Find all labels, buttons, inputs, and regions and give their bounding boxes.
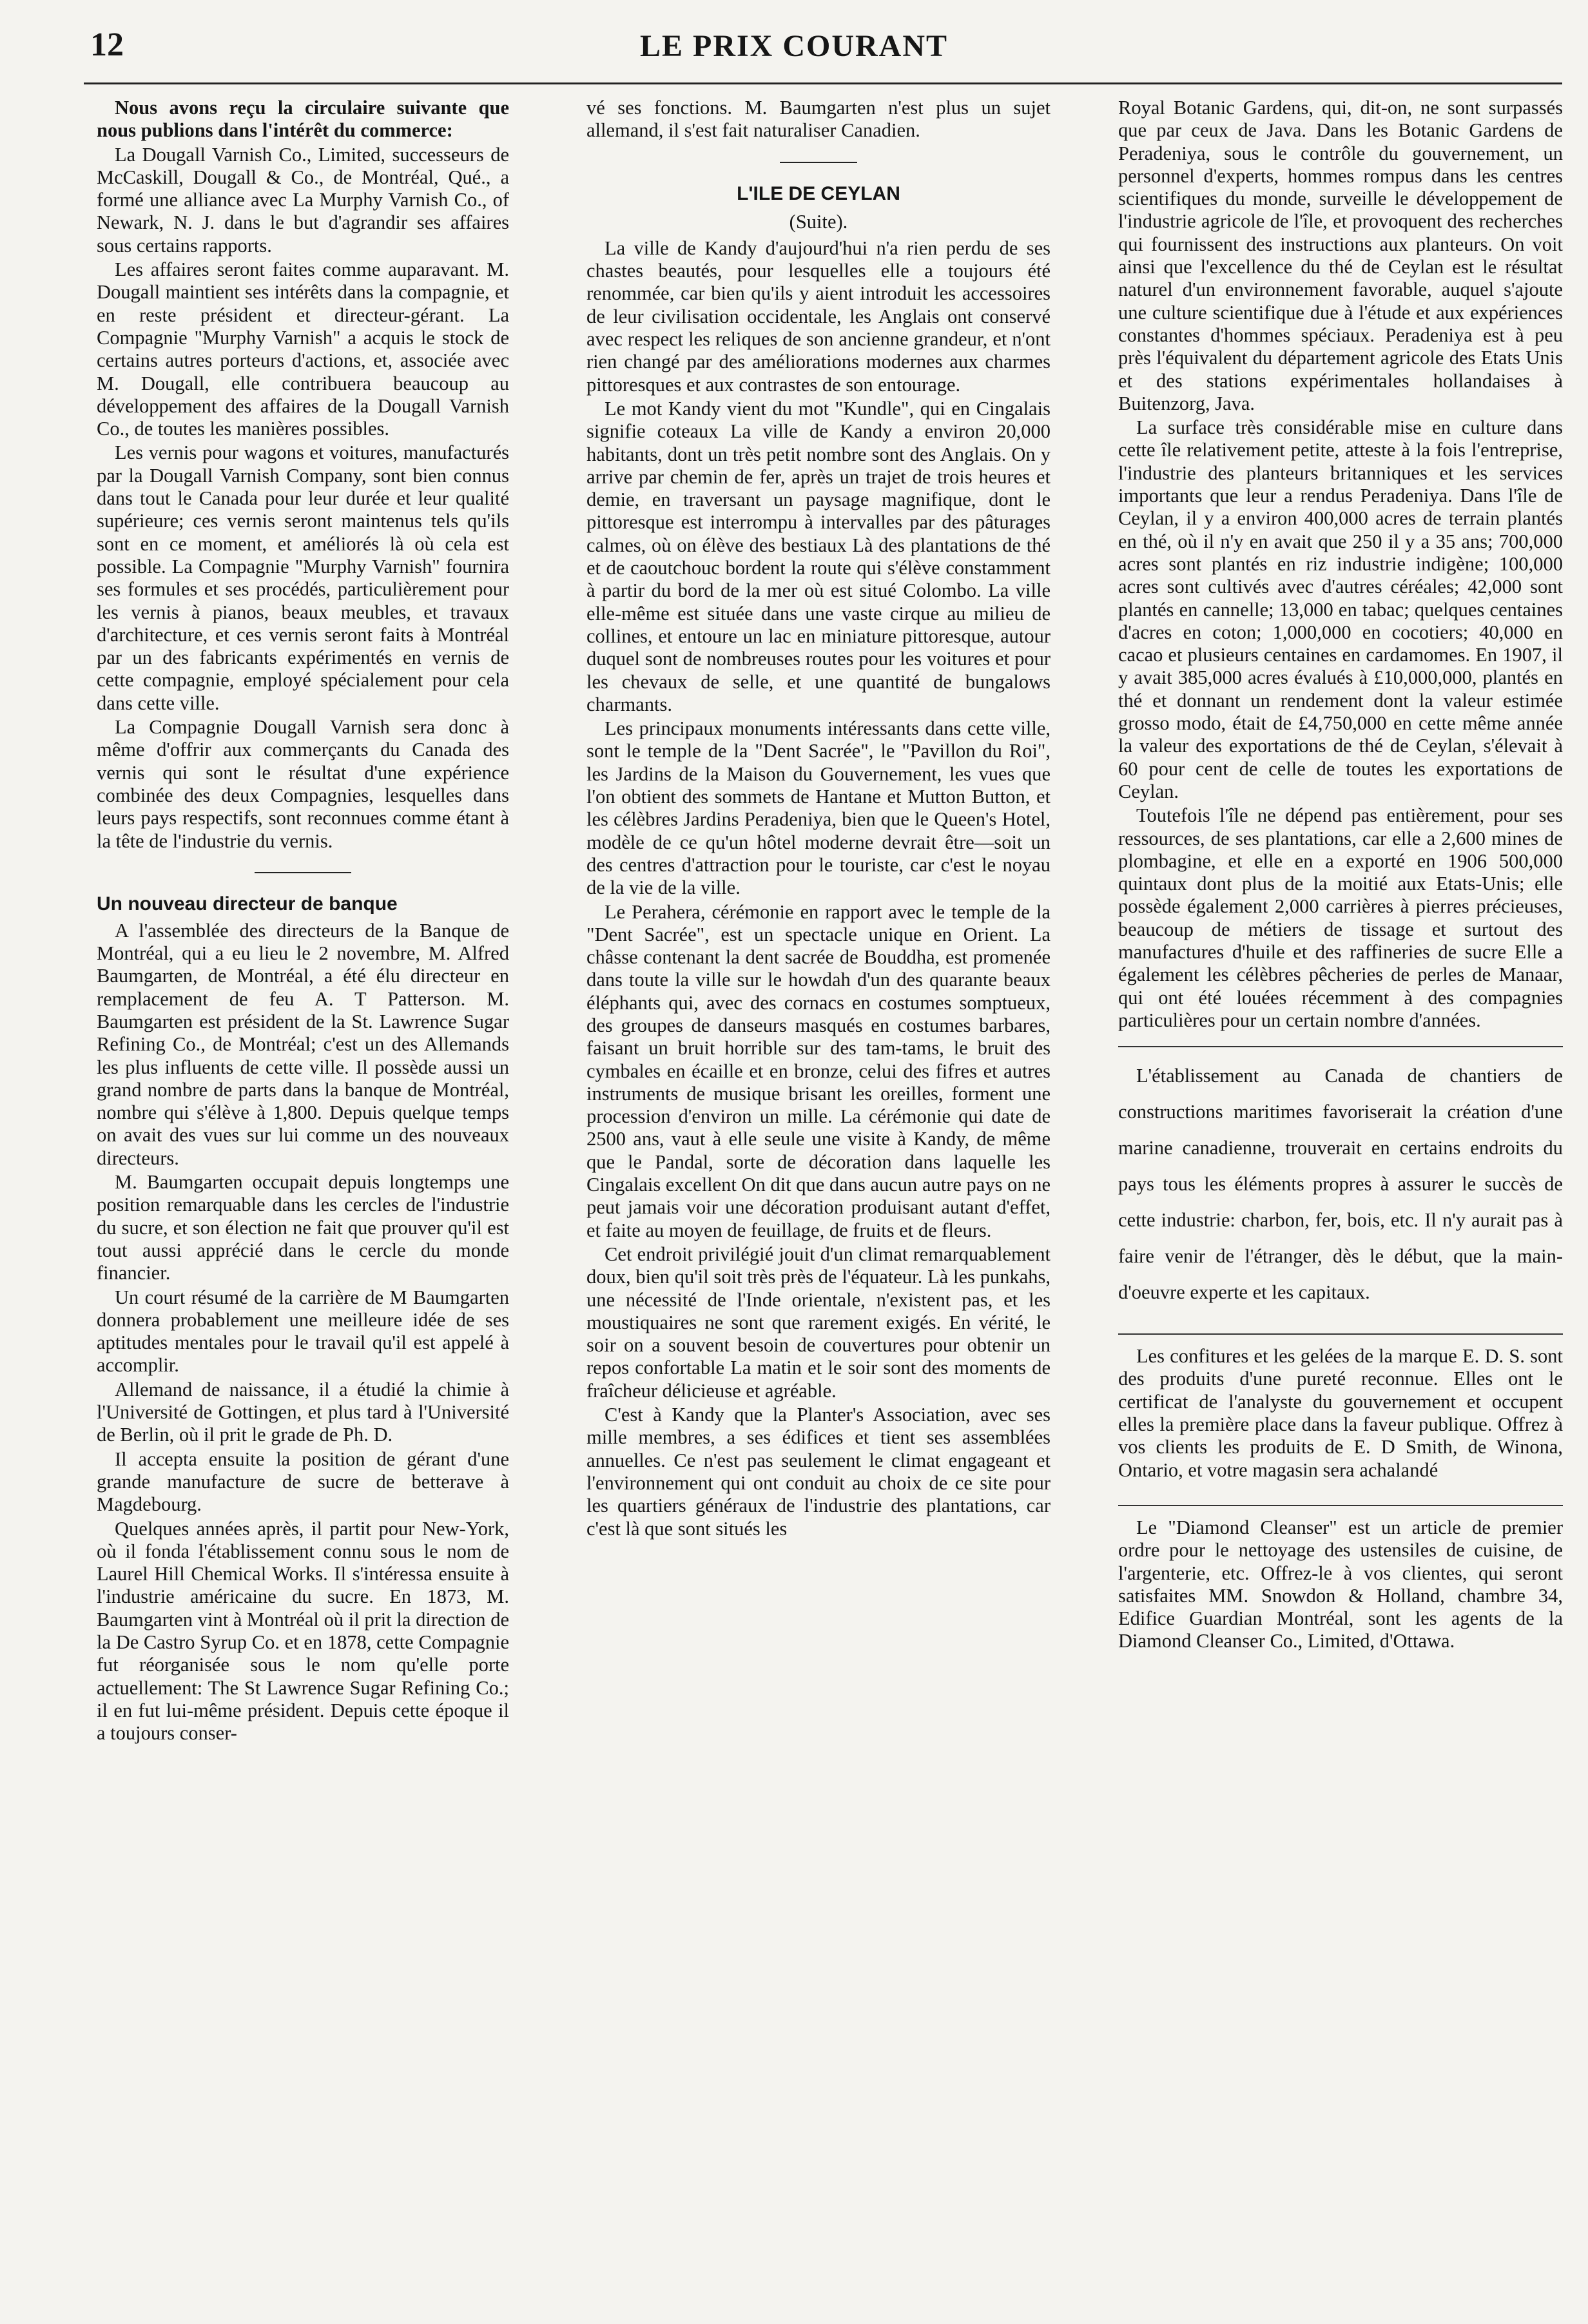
ceylan-paragraph-6: C'est à Kandy que la Planter's Association, avec ses mille membres, a ses édifices et tient ses assemblées annuelles. Ce n'est pas seulement le climat engageant et l'environnement qui ont conduit au choix de ce site pour les quartiers généraux de l'industrie des plantations, car c'est là que sont situés les <box>586 1404 1051 1540</box>
ceylan-paragraph-1: La ville de Kandy d'aujourd'hui n'a rien perdu de ses chastes beautés, pour lesquelles elle a toujours été renommée, car bien qu'ils y aient introduit les accessoires de leur civilisation occidentale, les Anglais ont conservé avec respect les reliques de son ancienne grandeur, et n'ont rien changé par des améliorations modernes aux charmes pittoresques et aux contrastes de son entourage. <box>586 237 1051 396</box>
ceylan-subtitle: (Suite). <box>789 210 848 233</box>
dougall-paragraph-1: La Dougall Varnish Co., Limited, successeurs de McCaskill, Dougall & Co., de Montréal, Qué., a formé une alliance avec La Murphy Varnish Co., of Newark, N. J. dans le but d'agrandir ses affaires sous certains rapports. <box>97 143 509 257</box>
notice-diamond-cleanser-text: Le "Diamond Cleanser" est un article de premier ordre pour le nettoyage des ustensiles de cuisine, de l'argenterie, etc. Offrez-le à vos clientes, qui seront satisfaites MM. Snowdon & Holland, chambre 34, Edifice Guardian Montréal, sont les agents de la Diamond Cleanser Co., Limited, d'Ottawa. <box>1118 1516 1563 1652</box>
banque-paragraph-3: Un court résumé de la carrière de M Baumgarten donnera probablement une meilleure idée de ses aptitudes mentales pour le travail qu'il est appelé à accomplir. <box>97 1286 509 1377</box>
banque-headline: Un nouveau directeur de banque <box>97 893 398 915</box>
dougall-paragraph-2: Les affaires seront faites comme auparavant. M. Dougall maintient ses intérêts dans la compagnie, et en reste président et directeur-gérant. La Compagnie "Murphy Varnish" a acquis le stock de certains autres porteurs d'actions, et, associée avec M. Dougall, elle contribuera beaucoup au développement des affaires de la Dougall Varnish Co., de toutes les manières possibles. <box>97 258 509 440</box>
section-separator <box>255 872 351 873</box>
column-1 <box>97 97 509 2301</box>
dougall-intro: Nous avons reçu la circulaire suivante que nous publions dans l'intérêt du commerce: <box>97 97 509 142</box>
ceylan-paragraph-4: Le Perahera, cérémonie en rapport avec le temple de la "Dent Sacrée", est un spectacle unique en Orient. La châsse contenant la dent sacrée de Bouddha, est promenée dans toute la ville sur le howdah d'un des quarante beaux éléphants qui, avec des cornacs en costumes somptueux, des groupes de danseurs masqués en costumes barbares, faisant un bruit horrible sur des tam-tams, le bruit des cymbales en écaille et en bronze, celui des fifres et autres instruments de musique brisant les oreilles, forment une procession d'environ un mille. La cérémonie qui date de 2500 ans, vaut à elle seule une visite à Kandy, de même que le Pandal, sorte de décoration dans laquelle les Cingalais excellent On dit que dans aucun autre pays on ne peut jamais voir une décoration produisant autant d'effet, et faite au moyen de feuillage, de fruits et de fleurs. <box>586 900 1051 1241</box>
notice-chantiers-text: L'établissement au Canada de chantiers de constructions maritimes favoriserait la création d'une marine canadienne, trouverait en certains endroits du pays tous les éléments propres à assurer le succès de cette industrie: charbon, fer, bois, etc. Il n'y aurait pas à faire venir de l'étranger, dès le début, que la main-d'oeuvre experte et les capitaux. <box>1118 1065 1563 1304</box>
banque-paragraph-5: Il accepta ensuite la position de gérant d'une grande manufacture de sucre de betterave à Magdebourg. <box>97 1448 509 1516</box>
column-2 <box>586 97 1051 2301</box>
section-separator <box>780 162 857 163</box>
running-head: LE PRIX COURANT <box>639 29 949 63</box>
banque-continued: vé ses fonctions. M. Baumgarten n'est plus un sujet allemand, il s'est fait naturaliser Canadien. <box>586 97 1051 142</box>
banque-paragraph-2: M. Baumgarten occupait depuis longtemps une position remarquable dans les cercles de l'industrie du sucre, et son élection ne fait que prouver qu'il est tout aussi apprécié dans le cercle du monde financier. <box>97 1171 509 1284</box>
notice-chantiers <box>1118 1046 1563 1310</box>
dougall-paragraph-4: La Compagnie Dougall Varnish sera donc à même d'offrir aux commerçants du Canada des vernis qui sont le résultat d'une expérience combinée des deux Compagnies, lesquelles dans leurs pays respectifs, sont reconnues comme étant à la tête de l'industrie du vernis. <box>97 716 509 852</box>
page-number: 12 <box>90 26 124 63</box>
ceylan-continued-2: La surface très considérable mise en culture dans cette île relativement petite, atteste à la fois l'entreprise, l'industrie des planteurs britanniques et les services importants que leur a rendus Peradeniya. Dans l'île de Ceylan, il y a environ 400,000 acres de terrain plantés en thé, où il n'y en avait que 250 il y a 35 ans; 700,000 acres sont plantés en riz industrie indigène; 100,000 acres sont cultivés avec d'autres céréales; 42,000 sont plantés en cannelle; 13,000 en tabac; quelques centaines d'acres en coton; 1,000,000 en cocotiers; 40,000 en cacao et plusieurs centaines en cardamomes. En 1907, il y avait 385,000 acres évalués à £10,000,000, plantés en thé et donnant un rendement dont la valeur estimée grosso modo, était de £4,750,000 en cette même année la valeur des exportations de thé de Ceylan, s'élevait à 60 pour cent de celle de toutes les exportations de Ceylan. <box>1118 416 1563 802</box>
banque-paragraph-1: A l'assemblée des directeurs de la Banque de Montréal, qui a eu lieu le 2 novembre, M. Alfred Baumgarten, de Montréal, a été élu directeur en remplacement de feu A. T Patterson. M. Baumgarten est président de la St. Lawrence Sugar Refining Co., de Montréal; c'est un des Allemands les plus influents de cette ville. Il possède aussi un grand nombre de parts dans la banque de Montréal, nombre qui s'élève à 1,800. Depuis quelque temps on avait des vues sur lui comme un des nouveaux directeurs. <box>97 919 509 1169</box>
notice-confitures-text: Les confitures et les gelées de la marque E. D. S. sont des produits d'une pureté reconnue. Elles ont le certificat de l'analyste du gouvernement et occupent elles la première place dans la faveur publique. Offrez à vos clients les produits de E. D Smith, de Winona, Ontario, et votre magasin sera achalandé <box>1118 1345 1563 1481</box>
ceylan-paragraph-2: Le mot Kandy vient du mot "Kundle", qui en Cingalais signifie coteaux La ville de Kandy a environ 20,000 habitants, dont un très petit nombre sont des Anglais. On y arrive par chemin de fer, après un trajet de trois heures et demie, en traversant un paysage magnifique, dont le pittoresque est interrompu à intervalles par des pâturages calmes, où on élève des bestiaux Là des plantations de thé et de caoutchouc bordent la route qui s'élève constamment à partir du bord de la mer où est situé Colombo. La ville elle-même est située dans une vaste cirque au milieu de collines, et entoure un lac en miniature pittoresque, autour duquel sont de nombreuses routes pour les voitures et pour les chevaux de selle, et une quantité de bungalows charmants. <box>586 397 1051 715</box>
ceylan-paragraph-5: Cet endroit privilégié jouit d'un climat remarquablement doux, bien qu'il soit très près de l'équateur. Là les punkahs, une nécessité de l'Inde orientale, n'existent pas, et les moustiquaires ne sont que rarement exigés. En vérité, le soir on a souvent besoin de couvertures pour obtenir un repos confortable La matin et le soir sont des moments de fraîcheur délicieuse et agréable. <box>586 1243 1051 1402</box>
ceylan-continued-3: Toutefois l'île ne dépend pas entièrement, pour ses ressources, de ses plantations, car elle a 2,600 mines de plombagine, et elle en a exporté en 1906 500,000 quintaux dont plus de la moitié aux Etats-Unis; elle possède également 2,000 carrières à pierres précieuses, beaucoup de métiers de tissage et surtout des manufactures d'huile et des raffineries de sucre Elle a également les célèbres pêcheries de perles de Manaar, qui ont été louées récemment à des compagnies particulières pour un certain nombre d'années. <box>1118 804 1563 1031</box>
banque-paragraph-6: Quelques années après, il partit pour New-York, où il fonda l'établissement connu sous le nom de Laurel Hill Chemical Works. Il s'intéressa ensuite à l'industrie américaine du sucre. En 1873, M. Baumgarten vint à Montréal où il prit la direction de la De Castro Syrup Co. et en 1878, cette Compagnie fut réorganisée sous le nom qu'elle porte actuellement: The St Lawrence Sugar Refining Co.; il en fut lui-même président. Depuis cette époque il a toujours conser- <box>97 1517 509 1745</box>
header-rule <box>84 82 1562 84</box>
notice-confitures <box>1118 1333 1563 1482</box>
ceylan-headline: L'ILE DE CEYLAN <box>737 182 900 204</box>
ceylan-paragraph-3: Les principaux monuments intéressants dans cette ville, sont le temple de la "Dent Sacrée", le "Pavillon du Roi", les Jardins de la Maison du Gouvernement, les vues que l'on obtient des sommets de Hantane et Mutton Button, et les célèbres Jardins Peradeniya, bien que le Queen's Hotel, modèle de ce qu'un hôtel moderne devrait être—soit un des centres d'attraction pour le touriste, car c'est le noyau de la vie de la ville. <box>586 717 1051 899</box>
dougall-paragraph-3: Les vernis pour wagons et voitures, manufacturés par la Dougall Varnish Company, sont bien connus dans tout le Canada pour leur durée et leur qualité supérieure; ces vernis seront maintenus tels qu'ils sont en ce moment, et améliorés là où cela est possible. La Compagnie "Murphy Varnish" fournira ses formules et ses procédés, particulièrement pour les vernis à pianos, beaux meubles, et travaux d'architecture, et ces vernis seront faits à Montréal par un des fabricants expérimentés en vernis de cette compagnie, employé spécialement pour cela dans cette ville. <box>97 441 509 714</box>
column-3 <box>1118 97 1563 2301</box>
ceylan-continued-1: Royal Botanic Gardens, qui, dit-on, ne sont surpassés que par ceux de Java. Dans les Botanic Gardens de Peradeniya, sous le contrôle du gouvernement, un personnel d'experts, hommes rompus dans les centres scientifiques du monde, surveille le développement de l'industrie agricole de l'île, et provoquent des recherches qui fournissent des instructions aux planteurs. On voit ainsi que l'excellence du thé de Ceylan est le résultat naturel d'un environnement favorable, auquel s'ajoute une culture scientifique due à l'étude et aux expériences constantes d'hommes spéciaux. Peradeniya est à peu près l'équivalent du département agricole des Etats Unis et des stations expérimentales hollandaises à Buitenzorg, Java. <box>1118 97 1563 414</box>
notice-diamond-cleanser <box>1118 1505 1563 1653</box>
banque-paragraph-4: Allemand de naissance, il a étudié la chimie à l'Université de Gottingen, et plus tard à l'Université de Berlin, où il prit le grade de Ph. D. <box>97 1378 509 1446</box>
